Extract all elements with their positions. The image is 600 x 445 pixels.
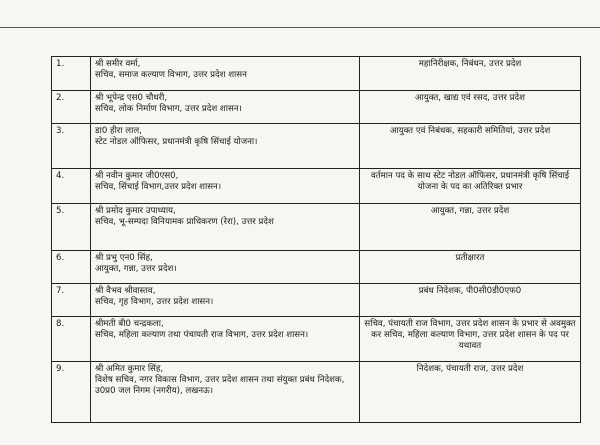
- serial-number: 8.: [52, 317, 91, 362]
- current-post: सचिव, महिला कल्याण तथा पंचायती राज विभाग, उत्तर प्रदेश शासन।: [95, 330, 309, 340]
- officer-name: श्री प्रभु एन0 सिंह,: [95, 253, 153, 263]
- new-post-text: महानिरीक्षक, निबंधन, उत्तर प्रदेश: [418, 59, 522, 69]
- current-post: सचिव, भू-सम्पदा विनियामक प्राधिकरण (रेरा), उत्तर प्रदेश: [95, 217, 274, 227]
- new-post: [360, 317, 581, 362]
- current-post: विशेष सचिव, नगर विकास विभाग, उत्तर प्रदेश शासन तथा संयुक्त प्रबंध निदेशक, उ0प्र0 जल निगम (नगरीय), लखनऊ।: [95, 375, 345, 396]
- officer-current-post: [91, 57, 360, 91]
- officer-name: श्री नवीन कुमार जी0एस0,: [95, 171, 179, 181]
- officer-name: श्रीमती बी0 चन्द्रकला,: [95, 319, 164, 329]
- new-post-text: प्रबंध निदेशक, पी0सी0डी0एफ0: [418, 286, 522, 296]
- new-post: [360, 169, 581, 204]
- new-post: [360, 362, 581, 423]
- officer-current-post: [91, 204, 360, 251]
- officer-current-post: [91, 284, 360, 317]
- table-row: [52, 57, 581, 91]
- current-post: सचिव, लोक निर्माण विभाग, उत्तर प्रदेश शासन।: [95, 104, 242, 114]
- current-post: सचिव, समाज कल्याण विभाग, उत्तर प्रदेश शासन: [95, 70, 247, 80]
- new-post-text: आयुक्त, गन्ना, उत्तर प्रदेश: [430, 206, 510, 216]
- new-post: [360, 91, 581, 124]
- table-row: [52, 124, 581, 169]
- officer-name: डा0 हीरा लाल,: [95, 126, 142, 136]
- new-post-text: सचिव, पंचायती राज विभाग, उत्तर प्रदेश शासन के प्रभार से अवमुक्त कर सचिव, महिला कल्याण विभाग, उत्तर प्रदेश शासन के पद पर यथावत: [364, 319, 576, 351]
- new-post: [360, 57, 581, 91]
- table-row: [52, 169, 581, 204]
- serial-number: 7.: [52, 284, 91, 317]
- new-post: [360, 284, 581, 317]
- officer-name: श्री प्रमोद कुमार उपाध्याय,: [95, 206, 176, 216]
- serial-number: 6.: [52, 251, 91, 284]
- new-post-text: आयुक्त एवं निबंधक, सहकारी समितियां, उत्तर प्रदेश: [389, 126, 551, 136]
- table-row: [52, 317, 581, 362]
- serial-number: 4.: [52, 169, 91, 204]
- current-post: स्टेट नोडल ऑफिसर, प्रधानमंत्री कृषि सिंचाई योजना।: [95, 137, 258, 147]
- new-post: [360, 251, 581, 284]
- officer-name: श्री अमित कुमार सिंह,: [95, 364, 164, 374]
- serial-number: 3.: [52, 124, 91, 169]
- table-row: [52, 251, 581, 284]
- new-post-text: निदेशक, पंचायती राज, उत्तर प्रदेश: [416, 364, 524, 374]
- current-post: सचिव, गृह विभाग, उत्तर प्रदेश शासन।: [95, 297, 214, 307]
- table-row: [52, 362, 581, 423]
- new-post-text: प्रतीक्षारत: [455, 253, 485, 263]
- officer-name: श्री समीर वर्मा,: [95, 59, 141, 69]
- officer-current-post: [91, 169, 360, 204]
- officer-current-post: [91, 251, 360, 284]
- officer-current-post: [91, 91, 360, 124]
- new-post: [360, 124, 581, 169]
- current-post: आयुक्त, गन्ना, उत्तर प्रदेश।: [95, 264, 177, 274]
- transfer-table: [51, 56, 581, 423]
- serial-number: 5.: [52, 204, 91, 251]
- serial-number: 1.: [52, 57, 91, 91]
- serial-number: 2.: [52, 91, 91, 124]
- officer-current-post: [91, 362, 360, 423]
- officer-current-post: [91, 317, 360, 362]
- officer-name: श्री भूपेन्द्र एस0 चौधरी,: [95, 93, 168, 103]
- officer-current-post: [91, 124, 360, 169]
- new-post: [360, 204, 581, 251]
- current-post: सचिव, सिंचाई विभाग,उत्तर प्रदेश शासन।: [95, 182, 222, 192]
- new-post-text: आयुक्त, खाद्य एवं रसद, उत्तर प्रदेश: [415, 93, 525, 103]
- table-row: [52, 204, 581, 251]
- table-row: [52, 284, 581, 317]
- table-row: [52, 91, 581, 124]
- top-rule: [0, 27, 600, 28]
- officer-name: श्री वैभव श्रीवास्तव,: [95, 286, 156, 296]
- new-post-text: वर्तमान पद के साथ स्टेट नोडल ऑफिसर, प्रधानमंत्री कृषि सिंचाई योजना के पद का अतिरिक्त प्रभार: [370, 171, 570, 192]
- serial-number: 9.: [52, 362, 91, 423]
